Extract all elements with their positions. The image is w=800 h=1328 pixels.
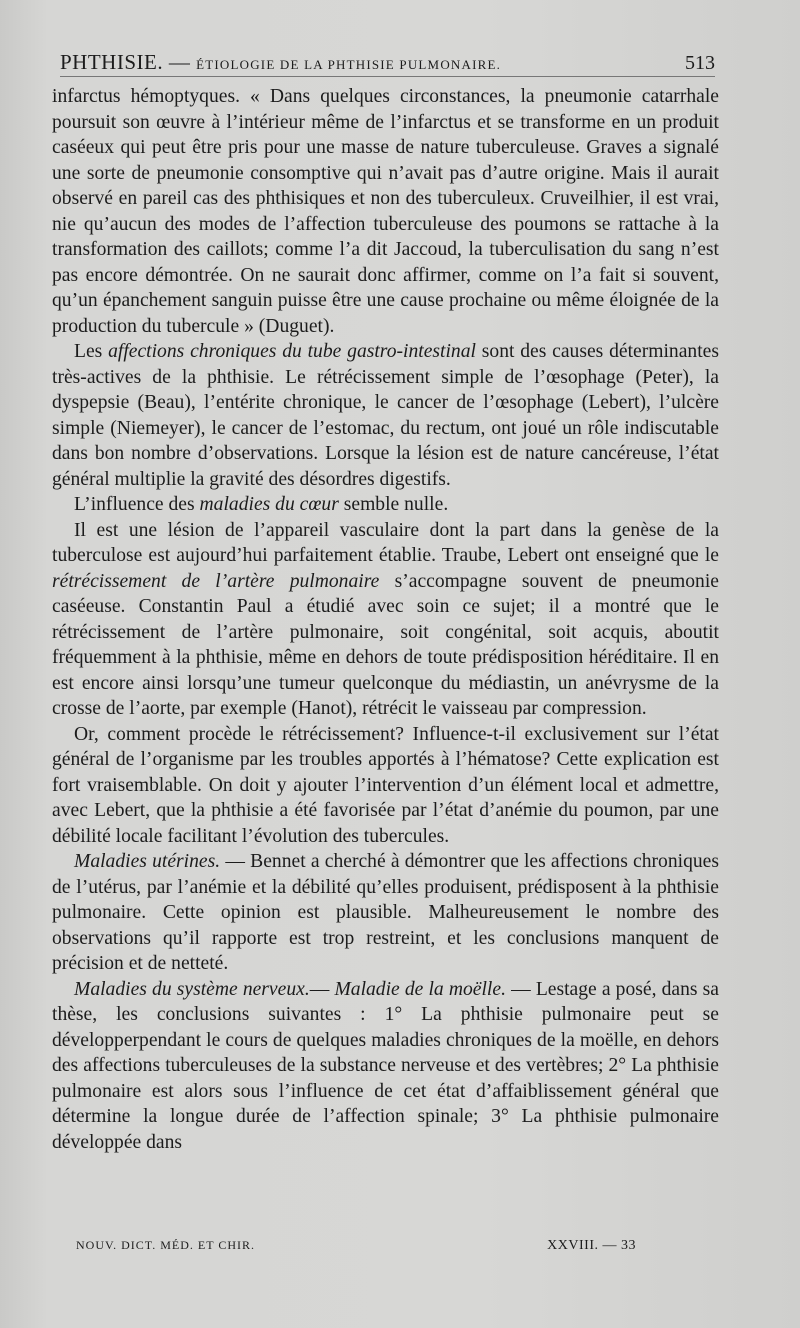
footer-signature: NOUV. DICT. MÉD. ET CHIR. (76, 1238, 256, 1252)
text-run: L’influence des (74, 494, 200, 515)
italic-text: rétrécissement de l’artère pulmonaire (52, 570, 380, 592)
text-run: sont des causes déterminantes très-actives de la phthisie. Le rétrécissement simple de l’œsophage (Peter), la dyspepsie (Beau), l’entérite chronique, le cancer de l’œsophage (Lebert), l’ulcère simple (Niemeyer), le cancer de l’estomac, du rectum, ont joué un rôle indiscutable dans bon nombre d’observations. Lorsque la lésion est de nature cancéreuse, l’état général multiplie la gravité des désordres digestifs. (52, 341, 719, 490)
footer-volume-sheet: XXVIII. — 33 (547, 1238, 636, 1253)
page-footer (76, 1238, 636, 1254)
paragraph (52, 977, 719, 1156)
paragraph (52, 84, 719, 339)
paragraph (52, 849, 719, 977)
italic-text: maladies du cœur (199, 494, 339, 515)
italic-text: Maladies du système nerveux. (74, 978, 310, 1000)
body-text (52, 84, 719, 1155)
italic-text: Maladies utérines. (74, 851, 221, 872)
text-run: — (309, 978, 335, 1000)
header-title (60, 50, 501, 75)
page-number: 513 (685, 52, 715, 74)
text-run: s’accompagne souvent de pneumonie caséeuse. Constantin Paul a étudié avec soin ce sujet; il a montré que le rétrécissement de l’artère pulmonaire, soit congénital, soit acquis, aboutit fréquemment à la phthisie, même en dehors de toute prédisposition héréditaire. Il en est encore ainsi lorsqu’une tumeur quelconque du médiastin, un anévrysme de la crosse de l’aorte, par exemple (Hanot), rétrécit le vaisseau par compression. (52, 570, 719, 719)
running-header (60, 50, 715, 77)
paragraph (52, 339, 719, 492)
italic-text: Maladie de la moëlle. (334, 978, 506, 1000)
paragraph (52, 492, 719, 518)
text-run: Les (74, 341, 109, 362)
text-run: infarctus hémoptyques. « Dans quelques circonstances, la pneumonie catarrhale poursuit son œuvre à l’intérieur même de l’infarctus et se transforme en un produit caséeux qui peut être pris pour une masse de nature tuberculeuse. Graves a signalé une sorte de pneumonie consomptive qui n’avait pas d’autre origine. Mais il aurait observé en pareil cas des phthisiques et non des tuberculeux. Cruveilhier, il est vrai, nie qu’aucun des modes de l’affection tuberculeuse des poumons se rattache à la transformation des caillots; comme l’a dit Jaccoud, la tuberculisation du sang n’est pas encore démontrée. On ne saurait donc affirmer, comme on l’a fait si souvent, qu’un épanchement sanguin puisse être une cause prochaine ou même éloignée de la production du tubercule » (Duguet). (52, 86, 719, 337)
header-title-sub: ÉTIOLOGIE DE LA PHTHISIE PULMONAIRE. (196, 57, 502, 72)
paragraph (52, 518, 719, 722)
text-run: Or, comment procède le rétrécissement? Influence-t-il exclusivement sur l’état général de l’organisme par les troubles apportés à l’hématose? Cette explication est fort vraisemblable. On doit y ajouter l’intervention d’un élément local et admettre, avec Lebert, que la phthisie a été favorisée par l’état d’anémie du poumon, par une débilité locale facilitant l’évolution des tubercules. (52, 723, 719, 847)
text-run: — Bennet a cherché à démontrer que les affections chroniques de l’utérus, par l’anémie et la débilité qu’elles produisent, prédisposent à la phthisie pulmonaire. Cette opinion est plausible. Malheureusement le nombre des observations qu’il rapporte est trop restreint, et les conclusions manquent de précision et de netteté. (52, 851, 719, 974)
text-run: Il est une lésion de l’appareil vasculaire dont la part dans la genèse de la tuberculose est aujourd’hui parfaitement établie. Traube, Lebert ont enseigné que le (52, 519, 719, 566)
paragraph (52, 722, 719, 850)
text-run: — Lestage a posé, dans sa thèse, les conclusions suivantes : 1° La phthisie pulmonaire peut se développerpendant le cours de quelques maladies chroniques de la moëlle, en dehors des affections tuberculeuses de la substance nerveuse et des vertèbres; 2° La phthisie pulmonaire est alors sous l’influence de cet état d’affaiblissement général que détermine la longue durée de l’affection spinale; 3° La phthisie pulmonaire développée dans (52, 978, 719, 1153)
header-title-main: PHTHISIE. — (60, 50, 197, 74)
text-run: semble nulle. (338, 494, 449, 515)
italic-text: affections chroniques du tube gastro-intestinal (108, 341, 476, 362)
